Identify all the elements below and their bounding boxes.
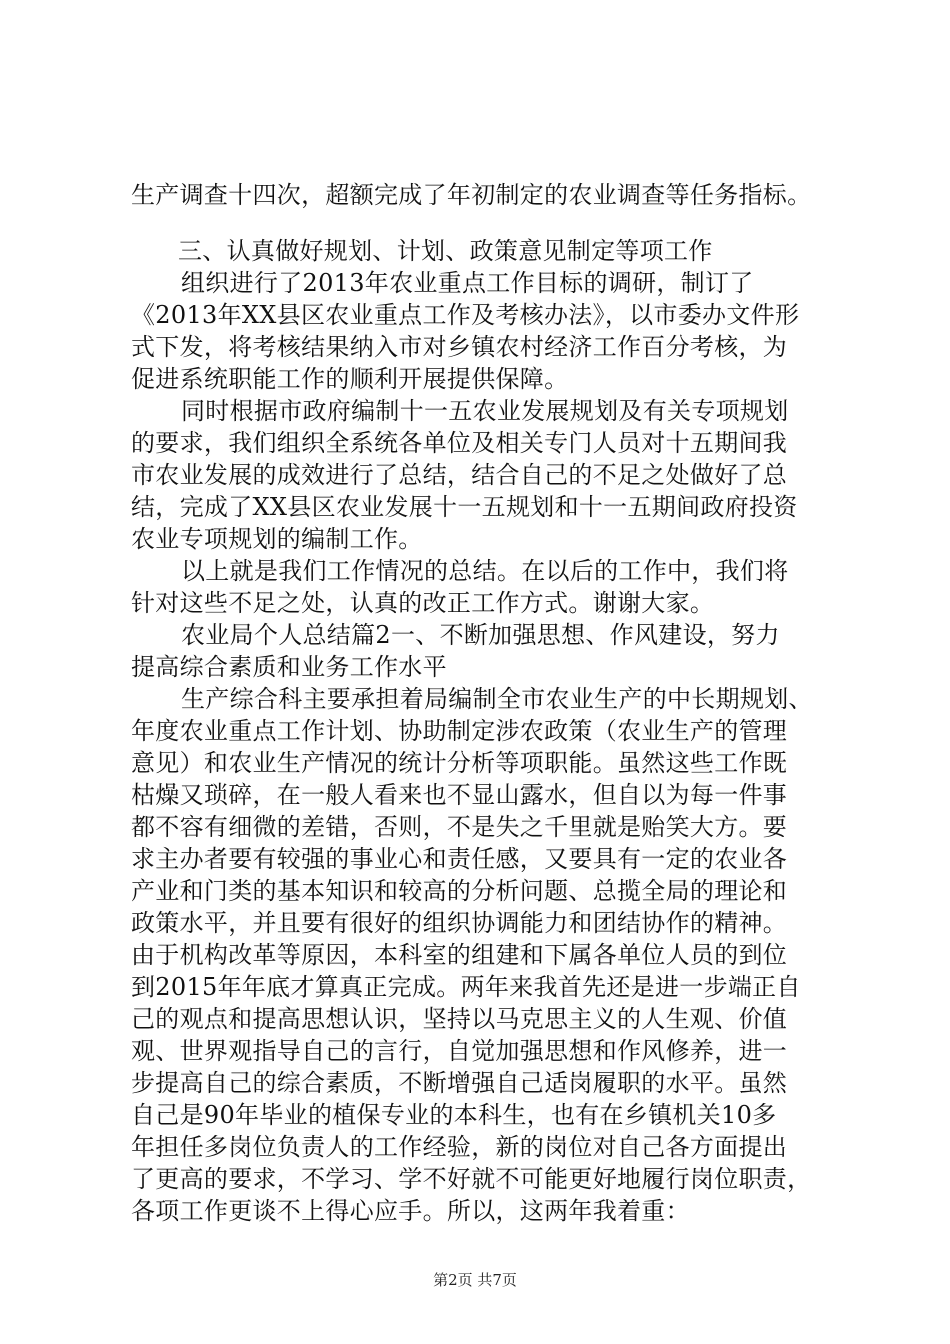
- text-line: 年度农业重点工作计划、协助制定涉农政策（农业生产的管理: [131, 717, 788, 745]
- text-line: 步提高自己的综合素质，不断增强自己适岗履职的水平。虽然: [131, 1069, 788, 1097]
- text-line: 到2015年年底才算真正完成。两年来我首先还是进一步端正自: [131, 973, 801, 1001]
- text-line: 自己是90年毕业的植保专业的本科生，也有在乡镇机关10多: [131, 1101, 777, 1129]
- section-heading: 农业局个人总结篇2一、不断加强思想、作风建设，努力: [181, 621, 780, 649]
- text-line: 式下发，将考核结果纳入市对乡镇农村经济工作百分考核，为: [131, 333, 788, 361]
- text-line: 市农业发展的成效进行了总结，结合自己的不足之处做好了总: [131, 461, 788, 489]
- text-line: 的要求，我们组织全系统各单位及相关专门人员对十五期间我: [131, 429, 788, 457]
- text-line: 促进系统职能工作的顺利开展提供保障。: [131, 365, 569, 393]
- text-line: 产业和门类的基本知识和较高的分析问题、总揽全局的理论和: [131, 877, 788, 905]
- text-line: 针对这些不足之处，认真的改正工作方式。谢谢大家。: [131, 589, 715, 617]
- text-line: 了更高的要求，不学习、学不好就不可能更好地履行岗位职责，: [131, 1165, 812, 1193]
- text-line: 己的观点和提高思想认识，坚持以马克思主义的人生观、价值: [131, 1005, 788, 1033]
- text-line: 各项工作更谈不上得心应手。所以，这两年我着重：: [131, 1197, 690, 1225]
- text-line: 年担任多岗位负责人的工作经验，新的岗位对自己各方面提出: [131, 1133, 788, 1161]
- text-line: 生产调查十四次，超额完成了年初制定的农业调查等任务指标。: [131, 181, 812, 209]
- text-line: 求主办者要有较强的事业心和责任感，又要具有一定的农业各: [131, 845, 788, 873]
- text-line: 组织进行了2013年农业重点工作目标的调研，制订了: [181, 269, 754, 297]
- text-line: 生产综合科主要承担着局编制全市农业生产的中长期规划、: [181, 685, 813, 713]
- text-line: 都不容有细微的差错，否则，不是失之千里就是贻笑大方。要: [131, 813, 788, 841]
- page-number-footer: 第2页 共7页: [433, 1271, 517, 1289]
- text-line: 以上就是我们工作情况的总结。在以后的工作中，我们将: [181, 557, 789, 585]
- text-line: 提高综合素质和业务工作水平: [131, 653, 447, 681]
- text-line: 同时根据市政府编制十一五农业发展规划及有关专项规划: [181, 397, 789, 425]
- text-line: 《2013年XX县区农业重点工作及考核办法》，以市委办文件形: [131, 301, 800, 329]
- text-line: 枯燥又琐碎，在一般人看来也不显山露水，但自以为每一件事: [131, 781, 788, 809]
- text-line: 农业专项规划的编制工作。: [131, 525, 423, 553]
- section-heading: 三、认真做好规划、计划、政策意见制定等项工作: [178, 237, 713, 265]
- text-line: 结，完成了XX县区农业发展十一五规划和十一五期间政府投资: [131, 493, 798, 521]
- text-line: 由于机构改革等原因，本科室的组建和下属各单位人员的到位: [131, 941, 788, 969]
- text-line: 政策水平，并且要有很好的组织协调能力和团结协作的精神。: [131, 909, 788, 937]
- text-line: 观、世界观指导自己的言行，自觉加强思想和作风修养，进一: [131, 1037, 788, 1065]
- text-line: 意见）和农业生产情况的统计分析等项职能。虽然这些工作既: [131, 749, 788, 777]
